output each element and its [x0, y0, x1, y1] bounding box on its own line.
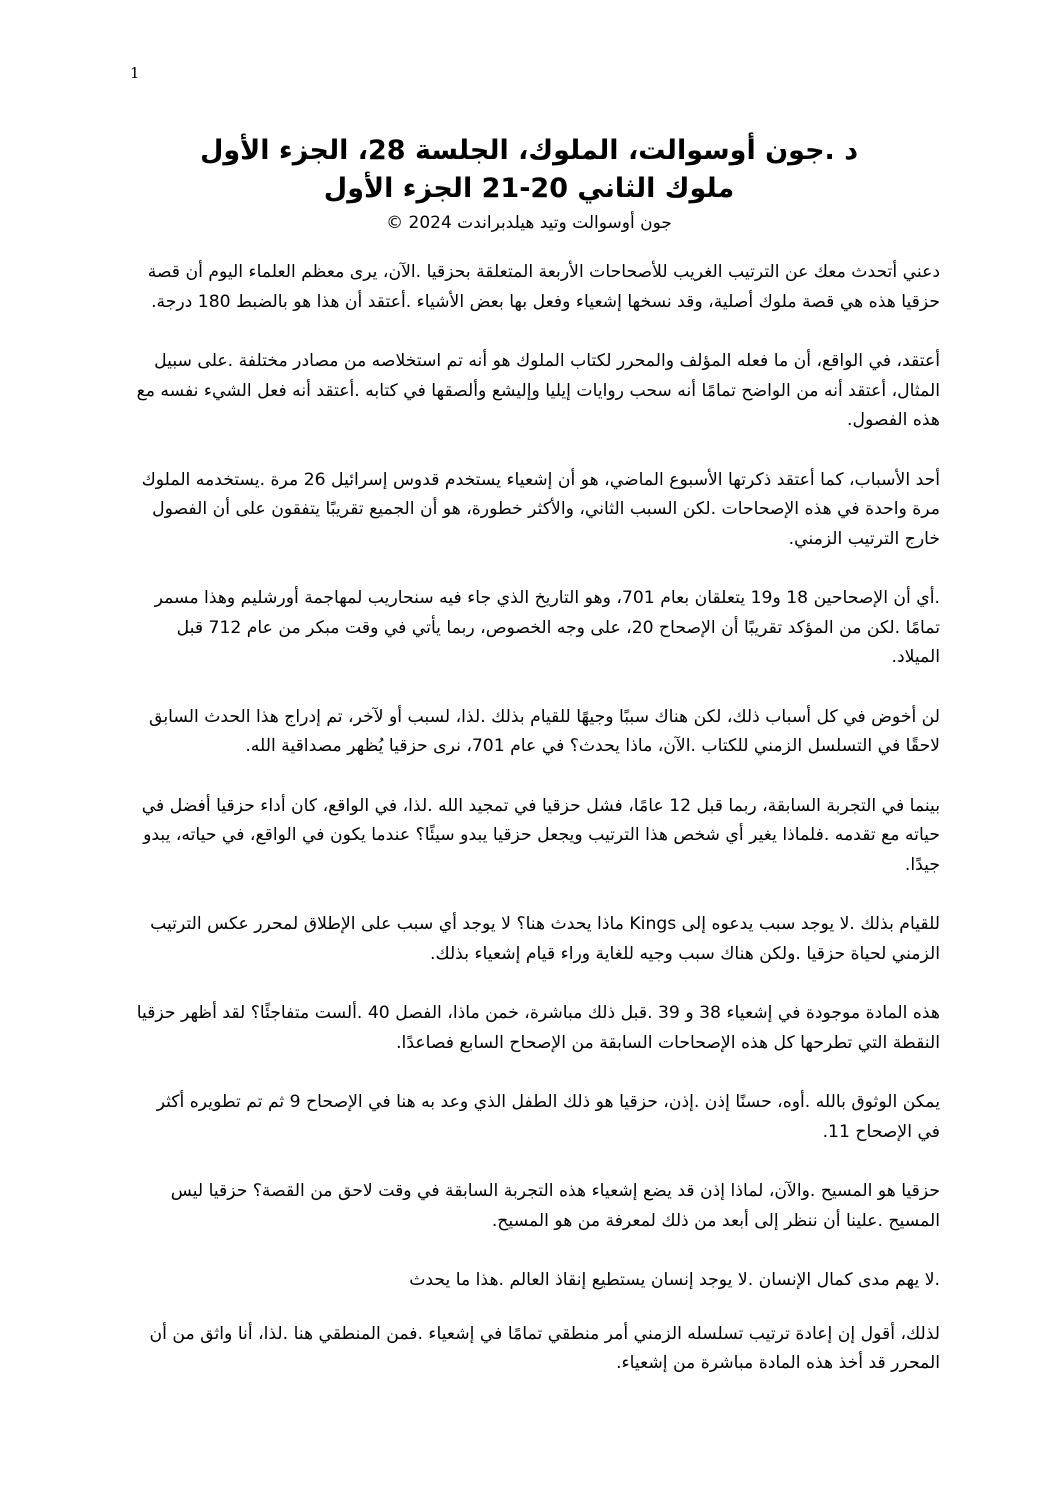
paragraph-10: حزقيا هو المسيح .والآن، لماذا إذن قد يضع إشعياء هذه التجربة السابقة في وقت لاحق من القصة؟ حزقيا ليس المسيح .علينا أن ننظر إلى أبعد من ذلك لمعرفة من هو المسيح. — [170, 1181, 940, 1231]
paragraph-8: هذه المادة موجودة في إشعياء 38 و 39 .قبل ذلك مباشرة، خمن ماذا، الفصل 40 .ألست متفاجئًا؟ لقد أظهر حزقيا النقطة التي تطرحها كل هذه الإصحاحات السابقة من الإصحاح السابع فصاعدًا. — [136, 1003, 940, 1053]
copyright-line: جون أوسوالت وتيد هيلدبراندت 2024 © — [386, 213, 672, 233]
paragraph-11: .لا يهم مدى كمال الإنسان .لا يوجد إنسان يستطيع إنقاذ العالم .هذا ما يحدث — [409, 1270, 940, 1290]
paragraph-3: أحد الأسباب، كما أعتقد ذكرتها الأسبوع الماضي، هو أن إشعياء يستخدم قدوس إسرائيل 26 مرة .يستخدمه الملوك مرة واحدة في هذه الإصحاحات .لكن السبب الثاني، والأكثر خطورة، هو أن الجميع تقريبًا يتفقون على أن الفصول خارج الترتيب الزمني. — [141, 469, 940, 549]
paragraph-6: بينما في التجربة السابقة، ربما قبل 12 عامًا، فشل حزقيا في تمجيد الله .لذا، في الواقع، كان أداء حزقيا أفضل في حياته مع تقدمه .فلماذا يغير أي شخص هذا الترتيب ويجعل حزقيا يبدو سيئًا؟ عندما يكون في الواقع، في حياته، يبدو جيدًا. — [141, 795, 940, 875]
paragraph-7: للقيام بذلك .لا يوجد سبب يدعوه إلى Kings ماذا يحدث هنا؟ لا يوجد أي سبب على الإطلاق لمحرر عكس الترتيب الزمني لحياة حزقيا .ولكن هناك سبب وجيه للغاية وراء قيام إشعياء بذلك. — [150, 914, 940, 964]
paragraph-9: يمكن الوثوق بالله .أوه، حسنًا إذن .إذن، حزقيا هو ذلك الطفل الذي وعد به هنا في الإصحاح 9 ثم تم تطويره أكثر في الإصحاح 11. — [156, 1092, 940, 1142]
paragraph-1: دعني أتحدث معك عن الترتيب الغريب للأصحاحات الأربعة المتعلقة بحزقيا .الآن، يرى معظم العلماء اليوم أن قصة حزقيا هذه هي قصة ملوك أصلية، وقد نسخها إشعياء وفعل بها بعض الأشياء .أعتقد أن هذا هو بالضبط 180 درجة. — [147, 262, 940, 312]
document-title-line-2: ملوك الثاني 20-21 الجزء الأول — [323, 173, 735, 204]
document-header — [120, 132, 938, 236]
paragraph-12: لذلك، أقول إن إعادة ترتيب تسلسله الزمني أمر منطقي تمامًا في إشعياء .فمن المنطقي هنا .لذا، أنا واثق من أن المحرر قد أخذ هذه المادة مباشرة من إشعياء. — [149, 1323, 940, 1373]
document-title-line-1: د .جون أوسوالت، الملوك، الجلسة 28، الجزء الأول — [199, 135, 859, 166]
document-body — [132, 258, 940, 1409]
paragraph-5: لن أخوض في كل أسباب ذلك، لكن هناك سببًا وجيهًا للقيام بذلك .لذا، لسبب أو لآخر، تم إدراج هذا الحدث السابق لاحقًا في التسلسل الزمني للكتاب .الآن، ماذا يحدث؟ في عام 701، نرى حزقيا يُظهر مصداقية الله. — [149, 706, 940, 756]
paragraph-2: أعتقد، في الواقع، أن ما فعله المؤلف والمحرر لكتاب الملوك هو أنه تم استخلاصه من مصادر مختلفة .على سبيل المثال، أعتقد أنه من الواضح تمامًا أنه سحب روايات إيليا وإليشع وألصقها في كتابه .أعتقد أنه فعل الشيء نفسه مع هذه الفصول. — [136, 351, 940, 430]
paragraph-4: .أي أن الإصحاحين 18 و19 يتعلقان بعام 701، وهو التاريخ الذي جاء فيه سنحاريب لمهاجمة أورشليم وهذا مسمر تمامًا .لكن من المؤكد تقريبًا أن الإصحاح 20، على وجه الخصوص، ربما يأتي في وقت مبكر من عام 712 قبل الميلاد. — [154, 588, 940, 667]
page-number: 1 — [130, 64, 140, 82]
